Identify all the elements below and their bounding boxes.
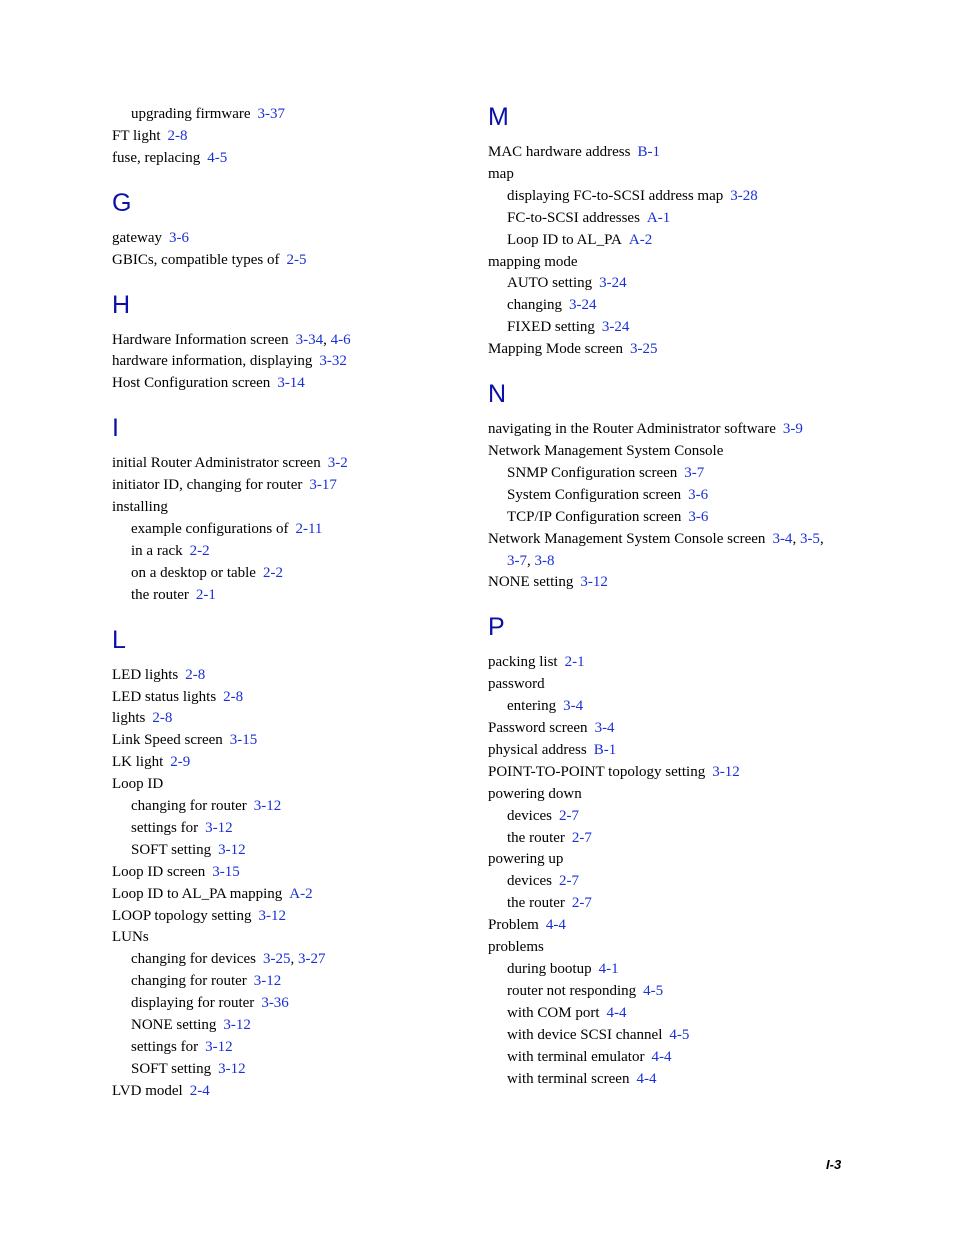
entry-term: mapping mode <box>488 253 578 270</box>
page-reference-link[interactable]: 3-6 <box>168 229 189 246</box>
index-entry <box>488 142 848 164</box>
index-subentry <box>112 1015 452 1037</box>
entry-term: AUTO setting <box>507 275 593 292</box>
page-reference-link[interactable]: 2-8 <box>223 688 244 705</box>
entry-term: with COM port <box>507 1004 600 1021</box>
index-entry <box>112 148 452 170</box>
section-letter-heading: H <box>112 290 131 319</box>
page-reference-link[interactable]: 3-25 <box>629 341 658 358</box>
index-entry <box>488 339 848 361</box>
page-reference-link[interactable]: 2-8 <box>185 666 206 683</box>
entry-term: entering <box>507 698 557 715</box>
page-reference-link[interactable]: 2-7 <box>558 807 579 824</box>
index-subentry <box>488 893 848 915</box>
index-subentry <box>488 828 848 850</box>
index-subentry <box>488 1003 848 1025</box>
entry-term: LED status lights <box>112 688 217 705</box>
index-subentry <box>488 273 848 295</box>
entry-term: initial Router Administrator screen <box>112 455 321 472</box>
page-reference-link[interactable]: 3-36 <box>261 995 289 1012</box>
index-entry <box>488 419 848 441</box>
entry-term: FT light <box>112 127 161 144</box>
page-reference-link[interactable]: 3-37 <box>257 106 286 122</box>
entry-term: changing for devices <box>131 951 256 968</box>
entry-term: LOOP topology setting <box>112 907 252 924</box>
entry-term: Loop ID <box>112 776 164 793</box>
page-reference-link[interactable]: 3-32 <box>319 353 347 370</box>
index-subentry <box>112 993 452 1015</box>
page-reference-link[interactable]: A-2 <box>289 885 313 902</box>
page-reference-link[interactable]: 3-15 <box>212 863 240 880</box>
entry-term: packing list <box>488 654 558 671</box>
index-entry <box>112 475 452 497</box>
entry-term: devices <box>507 807 552 824</box>
section-letter-heading: L <box>112 625 126 654</box>
page-reference-link[interactable]: 3-7 <box>684 464 705 481</box>
entry-term: upgrading firmware <box>131 106 251 122</box>
page-reference-link[interactable]: A-2 <box>628 231 653 248</box>
index-subentry <box>112 840 452 862</box>
index-section <box>488 381 848 594</box>
index-subentry <box>488 295 848 317</box>
index-entry <box>112 927 452 949</box>
index-entry <box>112 351 452 373</box>
entry-term: map <box>488 165 514 182</box>
page-reference-link[interactable]: 3-4 <box>772 530 793 547</box>
page-reference-link[interactable]: A-1 <box>646 209 671 226</box>
index-entry <box>488 252 848 274</box>
section-letter-heading: M <box>488 103 509 131</box>
index-entry: Network Management System Console screen 3-4, 3-5, <box>488 530 824 547</box>
index-entry <box>112 665 452 687</box>
page-reference-link[interactable]: 2-8 <box>167 127 188 144</box>
entry-term: Mapping Mode screen <box>488 341 623 358</box>
index-entry <box>112 250 452 272</box>
index-column-right <box>488 104 848 1090</box>
page-reference-link[interactable]: 4-5 <box>669 1026 690 1043</box>
page-reference-link[interactable]: 3-12 <box>205 1039 233 1055</box>
entry-term: router not responding <box>507 982 637 999</box>
index-entry <box>112 906 452 928</box>
page-reference-link[interactable]: 4-1 <box>598 961 619 977</box>
entry-term: Problem <box>488 917 539 934</box>
page-reference-link[interactable]: 3-28 <box>730 187 758 204</box>
index-entry <box>488 441 848 463</box>
entry-term: in a rack <box>131 542 183 559</box>
index-entry <box>112 687 452 709</box>
index-entry <box>112 884 452 906</box>
entry-term: NONE setting <box>131 1017 217 1034</box>
index-subentry <box>488 317 848 339</box>
index-entry <box>488 937 848 959</box>
page-reference-link[interactable]: 2-11 <box>295 520 323 537</box>
page-reference-link[interactable]: 3-27 <box>297 951 326 968</box>
page-reference-link[interactable]: 3-17 <box>309 477 337 494</box>
index-subentry <box>488 208 848 230</box>
index-subentry <box>488 507 848 529</box>
entry-term: Loop ID to AL_PA <box>507 231 622 248</box>
page-reference-link[interactable]: 3-6 <box>688 486 709 503</box>
entry-term: Loop ID screen <box>112 863 206 880</box>
page-reference-link[interactable]: 4-4 <box>651 1048 672 1065</box>
index-section <box>112 627 452 1103</box>
index-entry: Hardware Information screen 3-34, 4-6 <box>112 331 351 348</box>
entry-term: FIXED setting <box>507 319 595 336</box>
page-reference-link[interactable]: 4-6 <box>330 331 351 348</box>
index-entry <box>112 126 452 148</box>
page-reference-link[interactable]: 2-7 <box>571 895 592 912</box>
entry-term: powering up <box>488 851 564 868</box>
entry-term: displaying for router <box>131 995 255 1012</box>
page-reference-link[interactable]: 3-24 <box>568 297 597 314</box>
entry-term: changing <box>507 297 562 314</box>
entry-term: System Configuration screen <box>507 486 682 503</box>
page-reference-link[interactable]: 3-5 <box>799 530 820 547</box>
index-entry <box>488 164 848 186</box>
entry-term: GBICs, compatible types of <box>112 251 280 268</box>
page-reference-link[interactable]: 2-7 <box>571 829 592 846</box>
page-reference-link[interactable]: 3-12 <box>218 1060 246 1077</box>
section-letter-heading: G <box>112 188 132 217</box>
page-reference-link[interactable]: 4-4 <box>545 917 566 934</box>
index-entry <box>112 228 452 250</box>
page-reference-link[interactable]: B-1 <box>637 144 660 160</box>
entry-term: Host Configuration screen <box>112 375 271 392</box>
index-section <box>112 292 452 396</box>
entry-term: fuse, replacing <box>112 149 201 166</box>
index-entry <box>488 762 848 784</box>
entry-term: initiator ID, changing for router <box>112 477 303 494</box>
index-subentry <box>112 1037 452 1059</box>
index-entry <box>112 752 452 774</box>
entry-term: Hardware Information screen <box>112 331 289 348</box>
entry-term: settings for <box>131 819 199 836</box>
entry-term: SOFT setting <box>131 1060 212 1077</box>
entry-term: LED lights <box>112 666 179 683</box>
entry-term: changing for router <box>131 973 247 990</box>
page-reference-link[interactable]: 3-9 <box>782 421 803 438</box>
entry-term: password <box>488 676 545 693</box>
index-entry <box>488 849 848 871</box>
index-subentry <box>488 1047 848 1069</box>
index-subentry <box>112 563 452 585</box>
entry-term: with device SCSI channel <box>507 1026 663 1043</box>
index-entry <box>112 708 452 730</box>
page-reference-link[interactable]: 2-9 <box>170 754 191 771</box>
page-reference-link[interactable]: 2-7 <box>558 873 579 890</box>
page-reference-link[interactable]: 4-5 <box>207 149 228 166</box>
index-column-left <box>112 104 452 1103</box>
index-subentry <box>488 806 848 828</box>
index-entry <box>112 862 452 884</box>
index-entry <box>488 784 848 806</box>
entry-term: TCP/IP Configuration screen <box>507 508 682 525</box>
index-entry <box>488 572 848 594</box>
entry-term: SOFT setting <box>131 841 212 858</box>
index-section <box>112 104 452 170</box>
index-subentry <box>488 981 848 1003</box>
index-subentry <box>112 1059 452 1081</box>
page-reference-link[interactable]: 3-12 <box>253 973 282 990</box>
page-reference-link[interactable]: 3-12 <box>258 907 286 924</box>
page-reference-link[interactable]: 2-4 <box>189 1082 210 1099</box>
entry-term: changing for router <box>131 798 247 815</box>
entry-term: devices <box>507 873 552 890</box>
page-reference-link[interactable]: 2-8 <box>152 710 173 727</box>
entry-term: installing <box>112 499 168 516</box>
page-reference-link[interactable]: 2-5 <box>286 251 307 268</box>
page-reference-link[interactable]: 3-12 <box>218 841 246 858</box>
entry-term: the router <box>507 895 565 912</box>
entry-term: example configurations of <box>131 520 289 537</box>
entry-term: powering down <box>488 785 582 802</box>
entry-term: POINT-TO-POINT topology setting <box>488 763 706 780</box>
entry-term: Link Speed screen <box>112 732 223 749</box>
page-reference-link[interactable]: 3-14 <box>277 375 305 392</box>
index-subentry <box>488 696 848 718</box>
page-reference-link[interactable]: 3-24 <box>599 275 627 292</box>
entry-term: Network Management System Console screen <box>488 530 766 547</box>
index-subentry <box>488 1069 848 1091</box>
entry-term: LK light <box>112 754 164 771</box>
entry-term: lights <box>112 710 146 727</box>
entry-term: with terminal screen <box>507 1070 630 1087</box>
page-reference-link[interactable]: 3-8 <box>534 552 555 569</box>
entry-term: the router <box>131 586 189 603</box>
index-entry <box>112 730 452 752</box>
index-subentry <box>488 871 848 893</box>
entry-term: Password screen <box>488 720 588 737</box>
index-entry <box>112 453 452 475</box>
index-entry <box>112 497 452 519</box>
index-subentry: changing for devices 3-25, 3-27 <box>131 951 326 968</box>
page-reference-link[interactable]: 3-12 <box>253 798 282 815</box>
page-reference-link[interactable]: 3-6 <box>688 508 709 525</box>
index-subentry <box>488 485 848 507</box>
index-subentry <box>112 519 452 541</box>
page-reference-link[interactable]: 3-4 <box>563 698 584 715</box>
entry-term: gateway <box>112 229 162 246</box>
page-reference-link[interactable]: 3-15 <box>229 732 258 749</box>
entry-term: MAC hardware address <box>488 144 631 160</box>
index-section <box>112 190 452 272</box>
index-subentry <box>488 186 848 208</box>
entry-term: settings for <box>131 1039 199 1055</box>
index-entry <box>112 774 452 796</box>
index-subentry <box>112 818 452 840</box>
index-subentry <box>112 585 452 607</box>
entry-term: physical address <box>488 741 587 758</box>
page-reference-link[interactable]: 3-12 <box>205 819 233 836</box>
page-reference-link[interactable]: 3-12 <box>580 574 608 591</box>
page-reference-link[interactable]: 3-24 <box>601 319 630 336</box>
index-entry <box>488 718 848 740</box>
index-entry <box>488 674 848 696</box>
entry-term: LUNs <box>112 929 149 946</box>
page-reference-link[interactable]: 4-4 <box>606 1004 627 1021</box>
index-entry <box>488 652 848 674</box>
index-subentry <box>488 959 848 981</box>
page-reference-link[interactable]: 3-2 <box>327 455 348 472</box>
page-reference-link[interactable]: 3-12 <box>223 1017 251 1034</box>
index-subentry <box>488 1025 848 1047</box>
section-letter-heading: I <box>112 414 119 443</box>
index-subentry <box>112 796 452 818</box>
entry-term: during bootup <box>507 961 592 977</box>
page-reference-link[interactable]: 4-4 <box>636 1070 657 1087</box>
page-reference-link[interactable]: B-1 <box>593 741 617 758</box>
index-section <box>488 104 848 361</box>
entry-term: hardware information, displaying <box>112 353 313 370</box>
section-letter-heading: P <box>488 613 505 642</box>
entry-term: LVD model <box>112 1082 183 1099</box>
index-entry: 3-7, 3-8 <box>507 552 555 569</box>
page-reference-link[interactable]: 2-1 <box>195 586 216 603</box>
index-subentry <box>112 971 452 993</box>
page-reference-link[interactable]: 3-4 <box>594 720 615 737</box>
page-reference-link[interactable]: 3-12 <box>712 763 740 780</box>
section-letter-heading: N <box>488 380 507 409</box>
entry-term: the router <box>507 829 565 846</box>
index-entry <box>112 1081 452 1103</box>
page-reference-link[interactable]: 2-1 <box>564 654 585 671</box>
page-reference-link[interactable]: 4-5 <box>643 982 664 999</box>
entry-term: displaying FC-to-SCSI address map <box>507 187 724 204</box>
entry-term: Loop ID to AL_PA mapping <box>112 885 283 902</box>
index-subentry <box>488 463 848 485</box>
entry-term: Network Management System Console <box>488 442 724 459</box>
index-entry <box>112 373 452 395</box>
entry-term: on a desktop or table <box>131 564 256 581</box>
entry-term: with terminal emulator <box>507 1048 645 1065</box>
entry-term: problems <box>488 939 544 956</box>
entry-term: navigating in the Router Administrator software <box>488 421 776 438</box>
index-subentry <box>488 230 848 252</box>
index-subentry <box>112 541 452 563</box>
index-entry <box>488 915 848 937</box>
index-entry <box>488 740 848 762</box>
page-reference-link[interactable]: 3-7 <box>507 552 527 569</box>
index-section <box>112 415 452 606</box>
page-reference-link[interactable]: 3-34 <box>295 331 324 348</box>
page-reference-link[interactable]: 2-2 <box>189 542 210 559</box>
index-subentry <box>112 104 452 126</box>
page-number: I-3 <box>826 1157 842 1172</box>
entry-term: NONE setting <box>488 574 574 591</box>
index-section <box>488 614 848 1090</box>
page-reference-link[interactable]: 2-2 <box>262 564 283 581</box>
entry-term: SNMP Configuration screen <box>507 464 678 481</box>
page-reference-link[interactable]: 3-25 <box>262 951 291 968</box>
entry-term: FC-to-SCSI addresses <box>507 209 640 226</box>
